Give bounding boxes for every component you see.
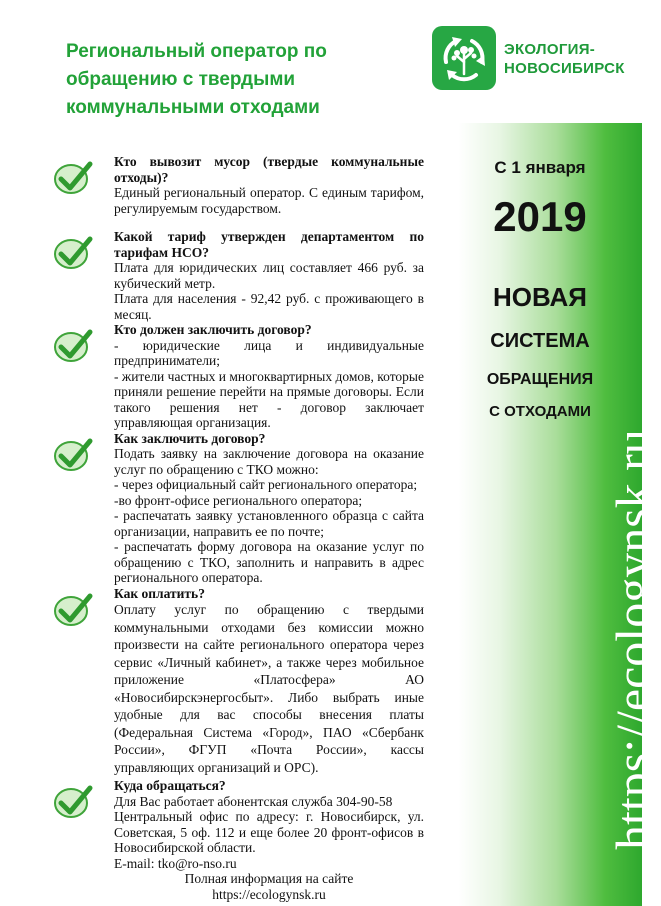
promo-year: 2019 [493,193,587,240]
faq-answer: Плата для юридических лиц составляет 466 руб. за кубический метр. [114,260,424,291]
faq-answer: -во фронт-офисе регионального оператора; [114,492,363,508]
faq-answer: Для Вас работает абонентская служба 304-90-58 [114,793,393,809]
promo-waste: С ОТХОДАМИ [489,403,591,420]
faq-question: Какой тариф утвержден департаментом по тарифам НСО? [114,229,424,260]
faq-question: Кто должен заключить договор? [114,322,312,337]
more-info-text: Полная информация на сайте [184,871,354,886]
faq-answer: - распечатать форму договора на оказание услуг по обращению с ТКО, заполнить и направить в адрес регионального оператора. [114,539,424,585]
checkmark-icon [52,233,94,271]
brand-name [504,40,625,78]
faq-question: Куда обращаться? [114,778,226,793]
faq-answer: Оплату услуг по обращению с твердыми коммунальными отходами без комиссии можно произвести на сайте регионального оператора через сервис «Личный кабинет», а также через мобильное приложение «Платосфера» АО «Новосибирскэнергосбыт». Либо выбрать иные удобные для вас способы внесения платы (Федеральная Система «Город», ПАО «Сбербанк России», ФГУП «Почта России», кассы управляющих организаций и ОРС). [114,602,424,775]
faq-question: Как оплатить? [114,585,205,601]
faq-question: Кто вывозит мусор (твердые коммунальные отходы)? [114,154,424,185]
brand-logo [432,22,625,94]
faq-item [50,778,424,871]
vertical-site-url: https://ecologynsk.ru [605,429,661,850]
faq-answer: Подать заявку на заключение договора на оказание услуг по обращению с ТКО можно: [114,446,424,477]
promo-date: С 1 января [494,158,586,177]
faq-answer: - распечатать заявку установленного образца с сайта организации, направить ее по почте; [114,508,424,539]
faq-answer: Плата для населения - 92,42 руб. с проживающего в месяц. [114,291,424,322]
faq-item [50,322,424,431]
faq-list [50,154,424,902]
brand-name-line-1: ЭКОЛОГИЯ- [504,41,596,58]
promo-new: НОВАЯ [493,282,587,312]
faq-item [50,229,424,322]
promo-system: СИСТЕМА [490,330,590,352]
faq-item [50,431,424,586]
checkmark-icon [52,326,94,364]
checkmark-icon [52,782,94,820]
checkmark-icon [52,590,94,628]
faq-question: Как заключить договор? [114,430,266,446]
faq-answer: - через официальный сайт регионального оператора; [114,477,418,492]
site-link[interactable]: https://ecologynsk.ru [212,886,326,902]
faq-item [50,586,424,777]
faq-answer: E-mail: tko@ro-nso.ru [114,855,237,871]
faq-answer: Центральный офис по адресу: г. Новосибирск, ул. Советская, 5 оф. 112 и еще более 20 фронт-офисов в Новосибирской области. [114,809,424,855]
checkmark-icon [52,435,94,473]
faq-answer: Единый региональный оператор. С единым тарифом, регулируемым государством. [114,185,424,216]
faq-item [50,154,424,216]
faq-answer: - жители частных и многоквартирных домов, которые приняли решение перейти на прямые договоры. Если такого решения нет - договор заключает управляющая организация. [114,368,424,430]
promo-handling: ОБРАЩЕНИЯ [486,371,594,388]
checkmark-icon [52,158,94,196]
faq-answer: - юридические лица и индивидуальные предприниматели; [114,337,424,368]
footer [50,871,424,902]
brand-name-line-2: НОВОСИБИРСК [504,60,625,77]
recycle-tree-icon [432,26,496,90]
page-title: Региональный оператор по обращению с твердыми коммунальными отходами [66,41,327,118]
